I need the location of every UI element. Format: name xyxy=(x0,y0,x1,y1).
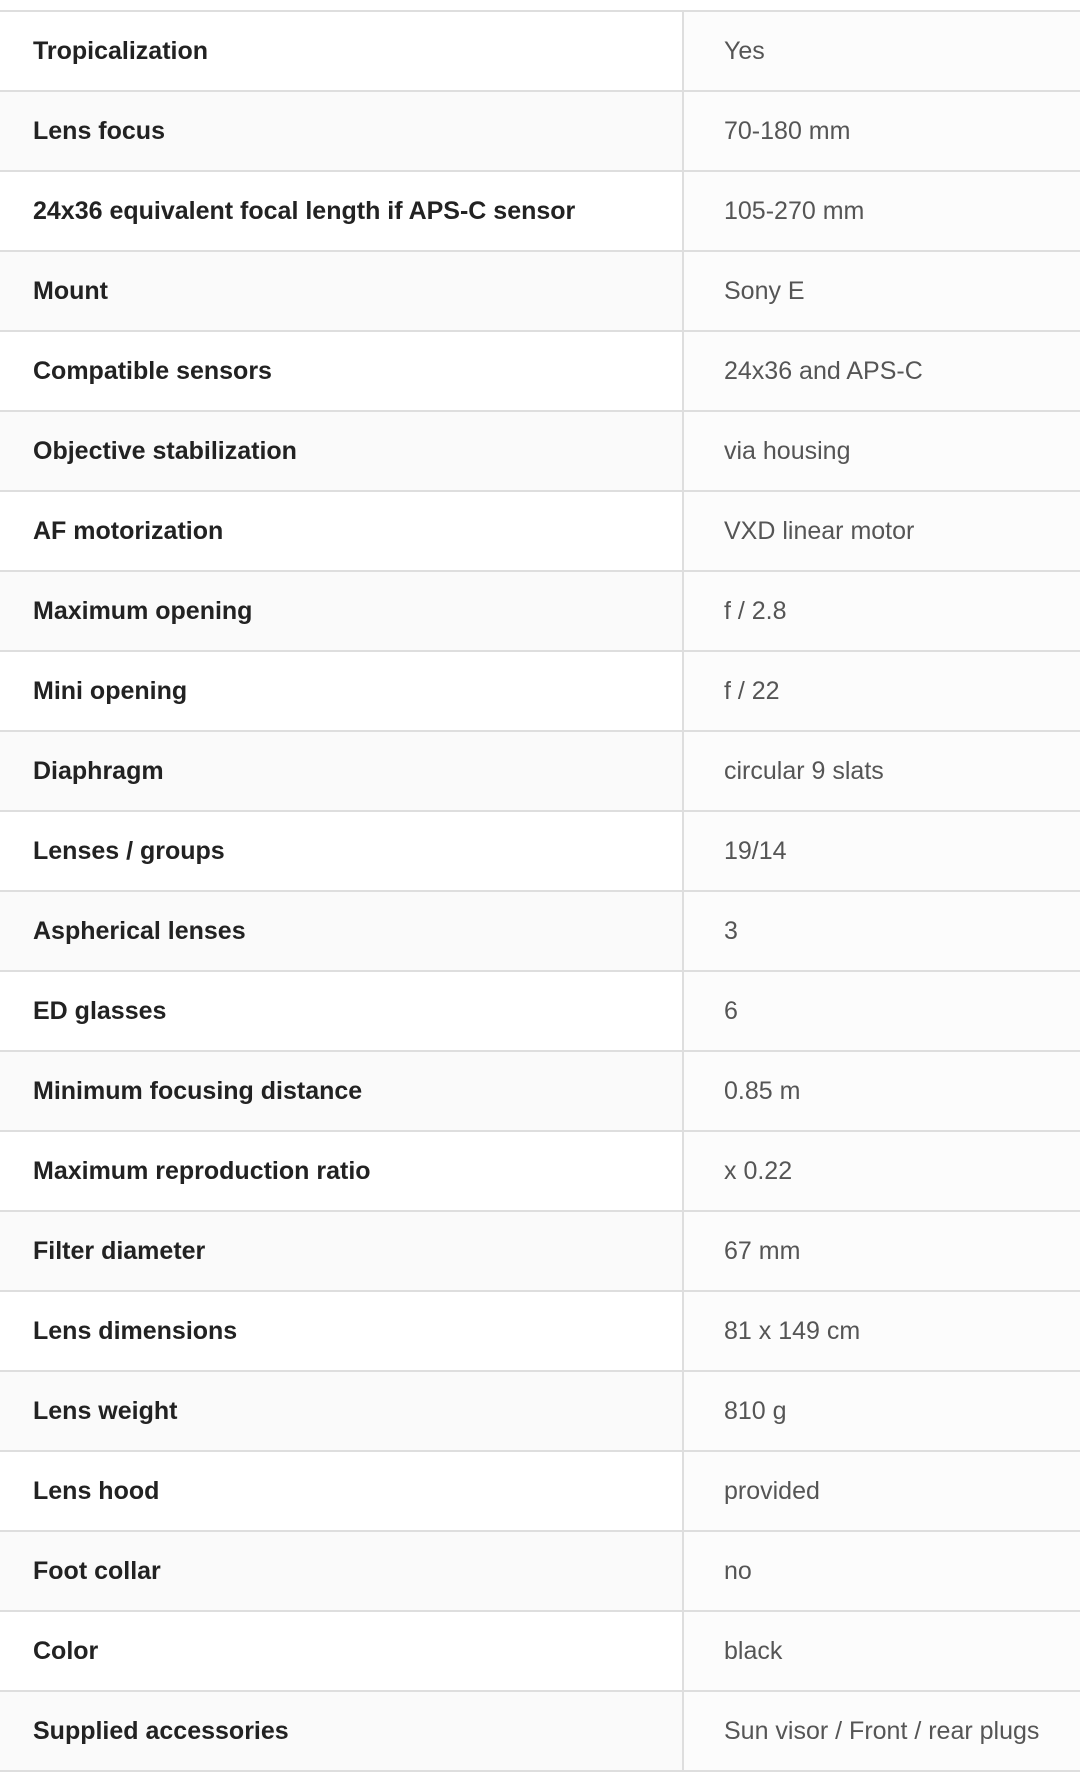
spec-value: black xyxy=(683,1611,1080,1691)
spec-label: AF motorization xyxy=(0,491,683,571)
table-row xyxy=(0,651,1080,731)
spec-label: 24x36 equivalent focal length if APS-C sensor xyxy=(0,171,683,251)
table-row xyxy=(0,1371,1080,1451)
spec-value: Sun visor / Front / rear plugs xyxy=(683,1691,1080,1771)
spec-label: Foot collar xyxy=(0,1531,683,1611)
spec-label: Minimum focusing distance xyxy=(0,1051,683,1131)
table-row xyxy=(0,1131,1080,1211)
spec-value: Yes xyxy=(683,11,1080,91)
spec-label: Maximum reproduction ratio xyxy=(0,1131,683,1211)
spec-value: 810 g xyxy=(683,1371,1080,1451)
spec-label: Lens dimensions xyxy=(0,1291,683,1371)
table-row xyxy=(0,251,1080,331)
table-row xyxy=(0,731,1080,811)
spec-value: VXD linear motor xyxy=(683,491,1080,571)
spec-label: Aspherical lenses xyxy=(0,891,683,971)
spec-label: Lens hood xyxy=(0,1451,683,1531)
table-row xyxy=(0,1051,1080,1131)
spec-value: 0.85 m xyxy=(683,1051,1080,1131)
spec-value: 19/14 xyxy=(683,811,1080,891)
spec-label: Lenses / groups xyxy=(0,811,683,891)
spec-value: 81 x 149 cm xyxy=(683,1291,1080,1371)
table-row xyxy=(0,11,1080,91)
spec-value: f / 22 xyxy=(683,651,1080,731)
spec-value: f / 2.8 xyxy=(683,571,1080,651)
table-row xyxy=(0,1531,1080,1611)
spec-table-body xyxy=(0,11,1080,1771)
spec-value: Sony E xyxy=(683,251,1080,331)
table-row xyxy=(0,491,1080,571)
spec-value: 6 xyxy=(683,971,1080,1051)
table-row xyxy=(0,1691,1080,1771)
spec-value: circular 9 slats xyxy=(683,731,1080,811)
table-row xyxy=(0,571,1080,651)
spec-value: no xyxy=(683,1531,1080,1611)
spec-value: via housing xyxy=(683,411,1080,491)
spec-label: ED glasses xyxy=(0,971,683,1051)
spec-value: provided xyxy=(683,1451,1080,1531)
spec-value: 70-180 mm xyxy=(683,91,1080,171)
table-row xyxy=(0,971,1080,1051)
spec-label: Maximum opening xyxy=(0,571,683,651)
table-row xyxy=(0,1211,1080,1291)
spec-value: 67 mm xyxy=(683,1211,1080,1291)
spec-label: Mini opening xyxy=(0,651,683,731)
spec-value: 24x36 and APS-C xyxy=(683,331,1080,411)
spec-label: Lens focus xyxy=(0,91,683,171)
spec-label: Color xyxy=(0,1611,683,1691)
spec-label: Objective stabilization xyxy=(0,411,683,491)
spec-label: Diaphragm xyxy=(0,731,683,811)
spec-label: Mount xyxy=(0,251,683,331)
table-row xyxy=(0,411,1080,491)
spec-label: Supplied accessories xyxy=(0,1691,683,1771)
table-row xyxy=(0,891,1080,971)
table-row xyxy=(0,1291,1080,1371)
table-row xyxy=(0,331,1080,411)
table-row xyxy=(0,1451,1080,1531)
spec-label: Tropicalization xyxy=(0,11,683,91)
spec-value: 105-270 mm xyxy=(683,171,1080,251)
spec-label: Lens weight xyxy=(0,1371,683,1451)
spec-label: Compatible sensors xyxy=(0,331,683,411)
table-row xyxy=(0,91,1080,171)
spec-value: 3 xyxy=(683,891,1080,971)
spec-label: Filter diameter xyxy=(0,1211,683,1291)
table-row xyxy=(0,1611,1080,1691)
table-row xyxy=(0,171,1080,251)
spec-value: x 0.22 xyxy=(683,1131,1080,1211)
table-row xyxy=(0,811,1080,891)
spec-table xyxy=(0,10,1080,1772)
